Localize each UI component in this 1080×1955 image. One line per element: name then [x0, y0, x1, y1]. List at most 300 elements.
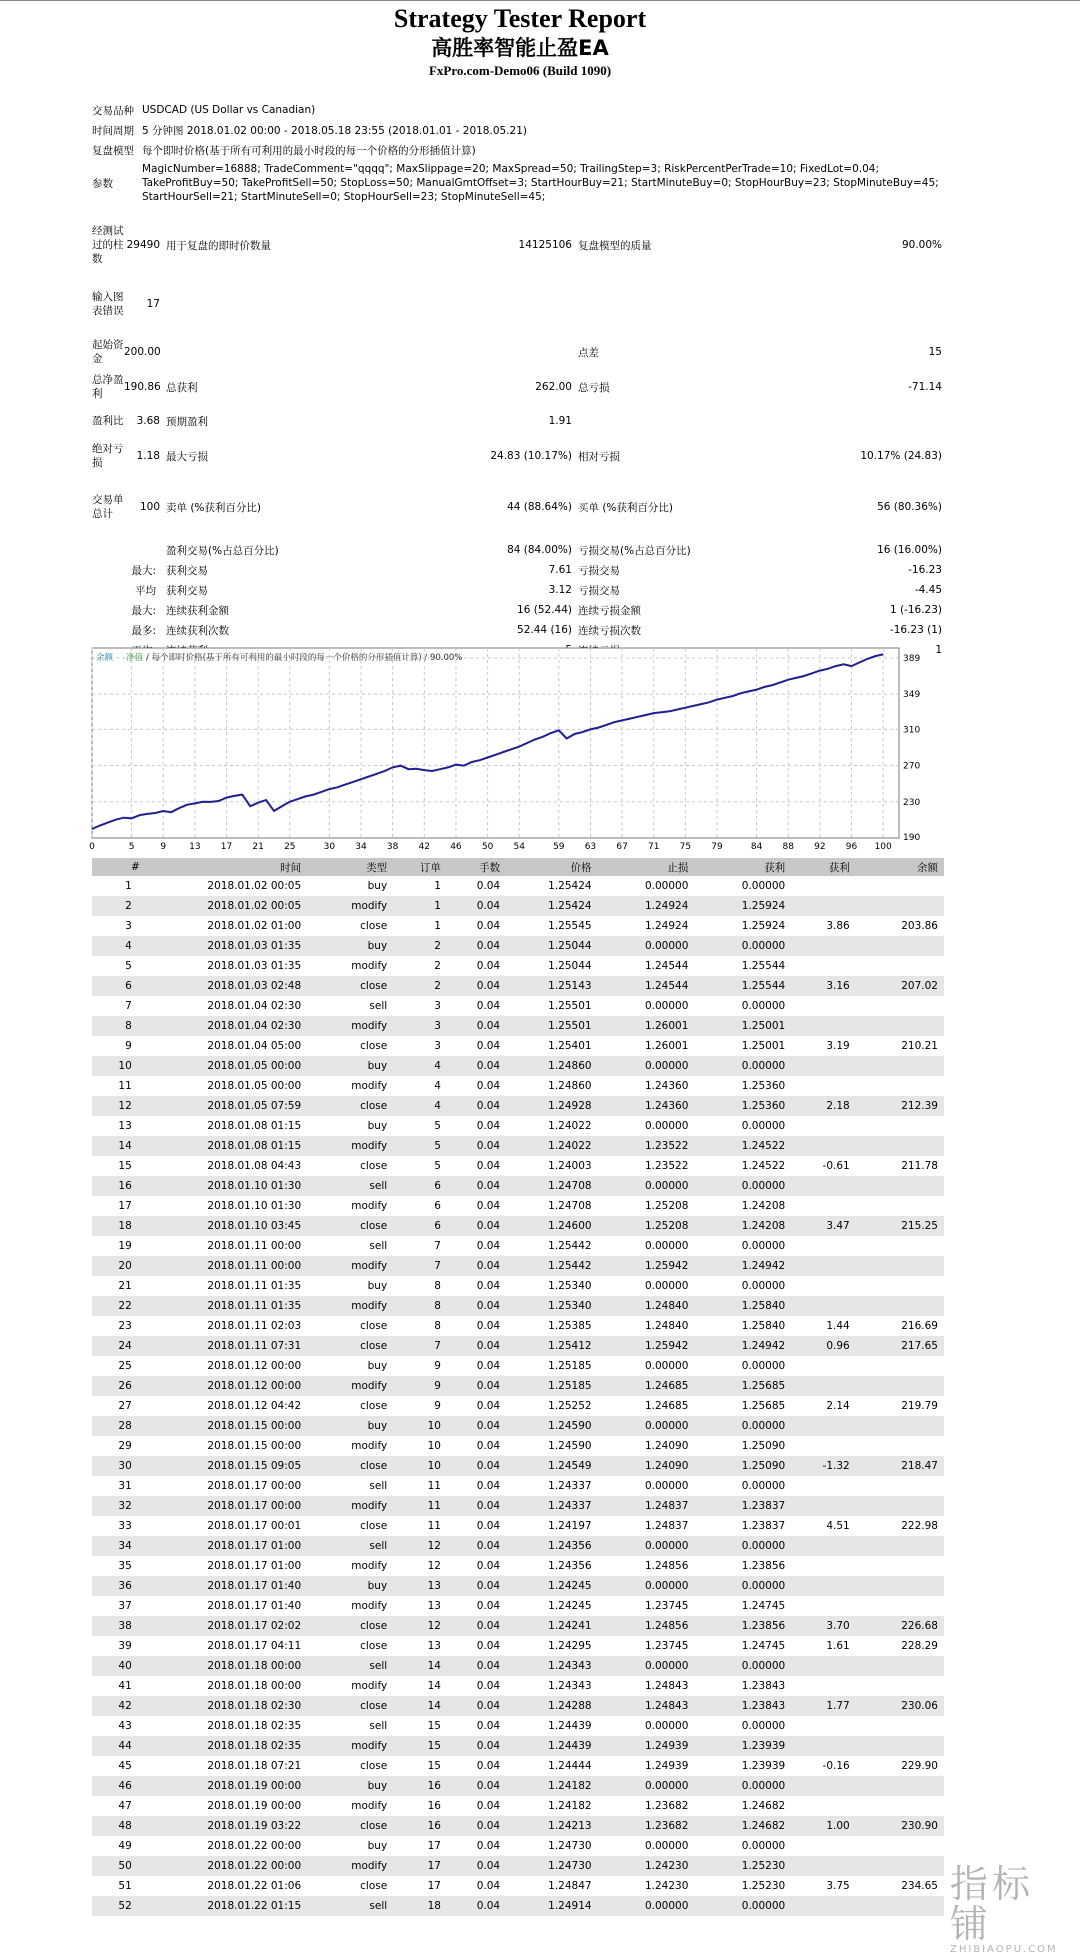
- table-row: [92, 1176, 944, 1196]
- table-cell: 2018.01.17 04:11: [207, 1640, 302, 1652]
- watermark-cn: 指标铺: [950, 1862, 1035, 1946]
- info-model-row: [92, 140, 942, 160]
- table-cell: 0.00000: [741, 1360, 786, 1372]
- table-cell: 1.25544: [741, 960, 786, 972]
- table-cell: 0.04: [447, 1696, 506, 1716]
- table-cell: [856, 896, 944, 916]
- table-cell: close: [307, 976, 393, 996]
- table-cell: 2.18: [791, 1096, 856, 1116]
- info-symbol-row: [92, 100, 942, 120]
- table-cell: 216.69: [901, 1320, 938, 1332]
- largest-profit-value: 7.61: [548, 564, 572, 576]
- table-cell: modify: [351, 1200, 388, 1212]
- table-cell: 0.00000: [598, 1416, 695, 1436]
- col-header: 止损: [598, 858, 695, 876]
- table-row: [92, 1696, 944, 1716]
- table-cell: 1: [434, 880, 441, 892]
- table-cell: 49: [118, 1840, 132, 1852]
- table-cell: 14: [427, 1680, 441, 1692]
- table-cell: 2: [434, 960, 441, 972]
- max-consec-profit-value: 52.44 (16): [517, 624, 572, 636]
- table-cell: modify: [351, 1800, 388, 1812]
- test-info: [92, 100, 942, 206]
- table-cell: 0.00000: [741, 1240, 786, 1252]
- table-cell: 1.23682: [598, 1816, 695, 1836]
- table-cell: 0.04: [476, 1680, 501, 1692]
- table-cell: 2018.01.11 02:03: [207, 1320, 302, 1332]
- summary-table: [92, 216, 942, 660]
- table-cell: 2: [92, 896, 146, 916]
- table-cell: [856, 1836, 944, 1856]
- table-cell: [791, 1296, 856, 1316]
- table-cell: 15: [427, 1760, 441, 1772]
- report-title: Strategy Tester Report: [393, 4, 647, 33]
- x-tick-label: 42: [418, 842, 431, 852]
- table-cell: 0.00000: [644, 1280, 689, 1292]
- table-cell: 1.24208: [694, 1216, 791, 1236]
- pf-label: 盈利比: [92, 415, 124, 427]
- table-cell: 14: [393, 1696, 447, 1716]
- max-label: 最大:: [131, 604, 156, 617]
- table-cell: 0.00000: [644, 1840, 689, 1852]
- max-consec-losses-label: 连续亏损金额: [578, 604, 641, 617]
- info-label: 交易品种: [92, 104, 134, 117]
- spread-value: 15: [928, 346, 942, 358]
- table-cell: 1.23843: [694, 1696, 791, 1716]
- table-cell: 1.25230: [694, 1856, 791, 1876]
- table-cell: 1.24682: [694, 1816, 791, 1836]
- summary-row-trades: [92, 474, 942, 540]
- table-cell: 0.04: [447, 1096, 506, 1116]
- table-cell: 0.04: [476, 1560, 501, 1572]
- table-cell: 0.04: [447, 1336, 506, 1356]
- table-cell: [856, 1776, 944, 1796]
- table-cell: 1.24924: [598, 896, 695, 916]
- table-cell: close: [360, 1400, 388, 1412]
- table-cell: 17: [118, 1200, 132, 1212]
- table-cell: [791, 1356, 856, 1376]
- ticks-label: 用于复盘的即时价数量: [166, 239, 271, 252]
- gross-profit-label: 总获利: [166, 381, 198, 394]
- pf-value: 3.68: [136, 415, 160, 427]
- legend-text: / 每个即时价格(基于所有可利用的最小时段的每一个价格的分形插值计算) / 90.00%: [146, 653, 463, 663]
- table-cell: 4.51: [826, 1520, 850, 1532]
- table-cell: 229.90: [901, 1760, 938, 1772]
- table-cell: [856, 1736, 944, 1756]
- ea-name: 高胜率智能止盈EA: [431, 36, 609, 60]
- table-cell: 1.24860: [548, 1080, 592, 1092]
- table-cell: 0.04: [447, 1616, 506, 1636]
- table-row: [92, 956, 944, 976]
- table-cell: [791, 1596, 856, 1616]
- table-cell: 0.04: [476, 1880, 501, 1892]
- table-cell: 1.24337: [548, 1480, 592, 1492]
- table-cell: 1.24837: [644, 1520, 689, 1532]
- table-cell: 0.04: [476, 1160, 501, 1172]
- table-cell: 1.23837: [694, 1496, 791, 1516]
- table-cell: [856, 996, 944, 1016]
- largest-loss-value: -16.23: [908, 564, 942, 576]
- table-cell: [791, 1416, 856, 1436]
- x-tick-label: 96: [845, 842, 858, 852]
- table-cell: 2018.01.08 01:15: [207, 1120, 302, 1132]
- x-tick-label: 75: [679, 842, 692, 852]
- table-cell: 1.25544: [694, 976, 791, 996]
- table-cell: 12: [92, 1096, 146, 1116]
- table-cell: 0.04: [447, 1016, 506, 1036]
- table-cell: 0.00000: [694, 1896, 791, 1916]
- table-cell: 1.24544: [598, 976, 695, 996]
- table-cell: modify: [351, 1600, 388, 1612]
- profit-trades-label: 盈利交易(%占总百分比): [166, 544, 279, 557]
- table-cell: [856, 1796, 944, 1816]
- table-cell: 2018.01.05 00:00: [146, 1056, 307, 1076]
- table-cell: 1.23837: [741, 1520, 786, 1532]
- table-cell: [791, 1476, 856, 1496]
- table-cell: 230.06: [856, 1696, 944, 1716]
- table-cell: close: [307, 1456, 393, 1476]
- table-cell: buy: [367, 1120, 388, 1132]
- table-cell: 207.02: [856, 976, 944, 996]
- table-cell: 14: [393, 1656, 447, 1676]
- table-cell: 0.04: [476, 1000, 501, 1012]
- x-tick-label: 59: [553, 842, 565, 852]
- table-cell: 37: [118, 1600, 132, 1612]
- info-value: 每个即时价格(基于所有可利用的最小时段的每一个价格的分形插值计算): [142, 144, 476, 157]
- max-dd-label: 最大亏损: [166, 450, 208, 463]
- table-cell: 0.00000: [694, 1576, 791, 1596]
- table-cell: [791, 1136, 856, 1156]
- table-cell: 1.25360: [694, 1096, 791, 1116]
- table-cell: [791, 1556, 856, 1576]
- x-tick-label: 0: [89, 842, 95, 852]
- table-cell: 2018.01.17 01:40: [207, 1600, 302, 1612]
- deposit-value: 200.00: [124, 346, 161, 358]
- table-cell: 0.00000: [644, 1720, 689, 1732]
- table-cell: 0.04: [476, 1200, 501, 1212]
- table-row: [92, 1776, 944, 1796]
- col-header: 订单: [393, 858, 447, 876]
- table-cell: 2018.01.22 01:15: [146, 1896, 307, 1916]
- table-row: [92, 1116, 944, 1136]
- table-cell: close: [307, 1816, 393, 1836]
- table-row: [92, 1896, 944, 1916]
- expected-value: 1.91: [548, 415, 572, 427]
- watermark-en: ZHIBIAOPU.COM: [950, 1944, 1058, 1955]
- info-params-row: [92, 160, 942, 206]
- table-cell: 1.23939: [694, 1736, 791, 1756]
- table-cell: 30: [92, 1456, 146, 1476]
- table-cell: 0.00000: [694, 1056, 791, 1076]
- watermark: [950, 1864, 1075, 1955]
- table-cell: 4: [434, 1080, 441, 1092]
- x-tick-label: 71: [648, 842, 660, 852]
- table-cell: [791, 1536, 856, 1556]
- table-cell: [856, 1196, 944, 1216]
- table-cell: 2018.01.15 00:00: [207, 1440, 302, 1452]
- table-row: [92, 1876, 944, 1896]
- table-cell: [791, 1856, 856, 1876]
- table-row: [92, 936, 944, 956]
- table-cell: 0.04: [476, 1720, 501, 1732]
- table-cell: 1.24022: [506, 1136, 597, 1156]
- table-row: [92, 1816, 944, 1836]
- table-cell: 2018.01.03 01:35: [207, 960, 302, 972]
- table-cell: 1.24182: [548, 1800, 592, 1812]
- table-cell: 1.24003: [548, 1160, 592, 1172]
- table-cell: 2018.01.05 07:59: [146, 1096, 307, 1116]
- table-cell: sell: [369, 1000, 388, 1012]
- table-cell: 9: [125, 1040, 132, 1052]
- table-row: [92, 1216, 944, 1236]
- table-cell: 28: [92, 1416, 146, 1436]
- table-cell: 1.24439: [548, 1720, 592, 1732]
- table-cell: 0.04: [476, 1600, 501, 1612]
- table-cell: 35: [118, 1560, 132, 1572]
- table-row: [92, 1656, 944, 1676]
- table-cell: 2018.01.05 00:00: [207, 1080, 302, 1092]
- table-cell: 10: [427, 1440, 441, 1452]
- table-cell: close: [360, 1160, 388, 1172]
- trades-body: [92, 876, 944, 1916]
- table-row: [92, 1256, 944, 1276]
- y-tick-label: 190: [903, 833, 921, 843]
- table-cell: 1.25840: [741, 1320, 786, 1332]
- table-cell: [856, 1896, 944, 1916]
- table-cell: 0.04: [476, 1320, 501, 1332]
- table-cell: [856, 1136, 944, 1156]
- table-cell: 1.24685: [644, 1400, 689, 1412]
- table-cell: 1.24022: [548, 1120, 592, 1132]
- table-cell: [856, 1856, 944, 1876]
- table-cell: close: [307, 1096, 393, 1116]
- summary-row-pf: [92, 404, 942, 438]
- table-cell: buy: [367, 1280, 388, 1292]
- table-cell: 1.24295: [548, 1640, 592, 1652]
- table-cell: close: [360, 1320, 388, 1332]
- table-cell: 1.23522: [598, 1136, 695, 1156]
- spread-label: 点差: [578, 346, 599, 359]
- table-cell: 8: [434, 1320, 441, 1332]
- table-cell: 1.24847: [548, 1880, 592, 1892]
- col-header: 手数: [447, 858, 506, 876]
- table-cell: 2018.01.17 00:00: [207, 1480, 302, 1492]
- table-cell: [856, 956, 944, 976]
- table-cell: 1.24230: [644, 1880, 689, 1892]
- table-row: [92, 976, 944, 996]
- table-cell: 2018.01.17 01:40: [146, 1576, 307, 1596]
- rel-dd-value: 10.17% (24.83): [860, 450, 942, 462]
- table-cell: 0.04: [447, 1456, 506, 1476]
- max-consec-loss-label: 连续亏损次数: [578, 624, 641, 637]
- summary-row-bars: [92, 216, 942, 274]
- table-cell: 2018.01.12 00:00: [146, 1376, 307, 1396]
- table-cell: [856, 1056, 944, 1076]
- table-cell: buy: [307, 1576, 393, 1596]
- table-cell: 2018.01.10 01:30: [207, 1200, 302, 1212]
- table-cell: 0.00000: [741, 1480, 786, 1492]
- plot-frame: [92, 648, 899, 838]
- table-row: [92, 916, 944, 936]
- table-cell: 44: [92, 1736, 146, 1756]
- table-row: [92, 1156, 944, 1176]
- table-row: [92, 896, 944, 916]
- table-cell: 1.24685: [598, 1376, 695, 1396]
- table-cell: 0.04: [447, 1856, 506, 1876]
- table-cell: 1.25501: [506, 1016, 597, 1036]
- table-cell: 2018.01.04 02:30: [146, 1016, 307, 1036]
- server-build: FxPro.com-Demo06 (Build 1090): [428, 63, 612, 78]
- table-row: [92, 1836, 944, 1856]
- table-cell: 2018.01.18 02:30: [146, 1696, 307, 1716]
- table-cell: 1.25924: [694, 896, 791, 916]
- table-cell: 15: [118, 1160, 132, 1172]
- table-cell: 0.00000: [741, 1840, 786, 1852]
- table-cell: 217.65: [856, 1336, 944, 1356]
- table-cell: 2018.01.03 01:35: [146, 936, 307, 956]
- table-cell: sell: [369, 1720, 388, 1732]
- table-cell: 1.25001: [694, 1016, 791, 1036]
- table-cell: 1.24840: [644, 1320, 689, 1332]
- table-cell: 12: [393, 1616, 447, 1636]
- table-cell: [791, 1836, 856, 1856]
- table-cell: 1.24439: [506, 1736, 597, 1756]
- table-cell: 7: [393, 1336, 447, 1356]
- table-cell: 32: [92, 1496, 146, 1516]
- table-cell: 1.24197: [548, 1520, 592, 1532]
- table-cell: 0.04: [476, 1840, 501, 1852]
- table-row: [92, 1236, 944, 1256]
- table-cell: 0.00000: [741, 1000, 786, 1012]
- table-cell: 2018.01.02 01:00: [207, 920, 302, 932]
- table-cell: 11: [427, 1520, 441, 1532]
- avg-profit-label: 获利交易: [166, 584, 208, 597]
- table-cell: [791, 1276, 856, 1296]
- table-cell: 212.39: [856, 1096, 944, 1116]
- x-tick-label: 84: [750, 842, 763, 852]
- table-cell: sell: [307, 1656, 393, 1676]
- summary-row-deposit: [92, 334, 942, 370]
- table-row: [92, 1736, 944, 1756]
- table-cell: sell: [307, 1176, 393, 1196]
- info-label: 时间周期: [92, 124, 134, 137]
- x-tick-label: 5: [128, 842, 135, 852]
- table-cell: close: [307, 1616, 393, 1636]
- table-cell: modify: [351, 1080, 388, 1092]
- table-cell: 211.78: [901, 1160, 938, 1172]
- x-tick-label: 88: [782, 842, 794, 852]
- table-cell: 0.04: [447, 1416, 506, 1436]
- y-tick-label: 230: [903, 797, 921, 808]
- table-cell: 5: [434, 1160, 441, 1172]
- abs-dd-value: 1.18: [136, 450, 160, 462]
- table-cell: 0.04: [447, 976, 506, 996]
- table-cell: 1.24288: [506, 1696, 597, 1716]
- table-cell: 0.00000: [644, 1120, 689, 1132]
- table-cell: 1.00: [791, 1816, 856, 1836]
- table-cell: 3: [434, 1040, 441, 1052]
- table-cell: [856, 1536, 944, 1556]
- table-row: [92, 1376, 944, 1396]
- table-cell: 1.24682: [741, 1800, 786, 1812]
- table-cell: 0.00000: [598, 1576, 695, 1596]
- x-tick-label: 79: [711, 842, 723, 852]
- table-cell: 1.25401: [548, 1040, 592, 1052]
- table-cell: 1.24090: [598, 1456, 695, 1476]
- table-cell: 1.24708: [548, 1200, 592, 1212]
- table-cell: 1: [125, 880, 132, 892]
- table-cell: close: [307, 1696, 393, 1716]
- table-cell: 1.24356: [506, 1536, 597, 1556]
- table-cell: 9: [434, 1400, 441, 1412]
- trades-value: 100: [139, 501, 160, 513]
- table-cell: [791, 1716, 856, 1736]
- table-cell: 1.24360: [644, 1080, 689, 1092]
- table-cell: 1.44: [826, 1320, 850, 1332]
- table-cell: 0.00000: [598, 1656, 695, 1676]
- table-row: [92, 1796, 944, 1816]
- table-cell: 1.24860: [506, 1056, 597, 1076]
- table-cell: 1.24745: [741, 1600, 786, 1612]
- table-cell: 0.04: [447, 1056, 506, 1076]
- table-cell: 46: [92, 1776, 146, 1796]
- table-cell: [856, 1116, 944, 1136]
- table-cell: 1.24939: [598, 1736, 695, 1756]
- table-row: [92, 1516, 944, 1536]
- table-cell: [791, 996, 856, 1016]
- table-cell: 1.25385: [548, 1320, 592, 1332]
- largest-profit-label: 获利交易: [166, 564, 208, 577]
- table-cell: [856, 1176, 944, 1196]
- table-cell: 2018.01.17 02:02: [146, 1616, 307, 1636]
- table-cell: 0.04: [476, 1440, 501, 1452]
- table-cell: 1.25685: [741, 1400, 786, 1412]
- table-cell: 38: [92, 1616, 146, 1636]
- table-row: [92, 996, 944, 1016]
- most-label: 最多:: [131, 624, 156, 637]
- table-cell: 2: [393, 976, 447, 996]
- bars-label: 经测试过的柱数: [92, 225, 124, 265]
- table-cell: modify: [307, 1496, 393, 1516]
- summary-row-average: [92, 580, 942, 600]
- table-cell: 1.25090: [694, 1456, 791, 1476]
- x-tick-label: 38: [386, 842, 399, 852]
- table-cell: 1.25044: [548, 960, 592, 972]
- table-cell: [791, 1116, 856, 1136]
- table-cell: 1.24522: [694, 1136, 791, 1156]
- col-header: 价格: [506, 858, 597, 876]
- table-row: [92, 1276, 944, 1296]
- table-cell: 0.04: [447, 1296, 506, 1316]
- table-cell: 2018.01.17 00:01: [207, 1520, 302, 1532]
- table-cell: 1.24356: [548, 1560, 592, 1572]
- table-cell: 4: [393, 1056, 447, 1076]
- table-cell: 2018.01.04 05:00: [207, 1040, 302, 1052]
- table-cell: 2018.01.17 01:00: [146, 1536, 307, 1556]
- quality-value: 90.00%: [901, 239, 942, 251]
- table-cell: 1: [434, 920, 441, 932]
- info-label: 复盘模型: [92, 144, 134, 157]
- table-cell: 17: [427, 1880, 441, 1892]
- table-cell: 3.47: [791, 1216, 856, 1236]
- table-cell: -0.16: [822, 1760, 850, 1772]
- table-cell: 2018.01.19 00:00: [146, 1776, 307, 1796]
- table-cell: 2018.01.11 01:35: [146, 1296, 307, 1316]
- table-cell: 2018.01.11 00:00: [207, 1240, 302, 1252]
- table-cell: 1.24837: [598, 1496, 695, 1516]
- report-header: [0, 4, 1040, 80]
- table-cell: 1.24924: [644, 920, 689, 932]
